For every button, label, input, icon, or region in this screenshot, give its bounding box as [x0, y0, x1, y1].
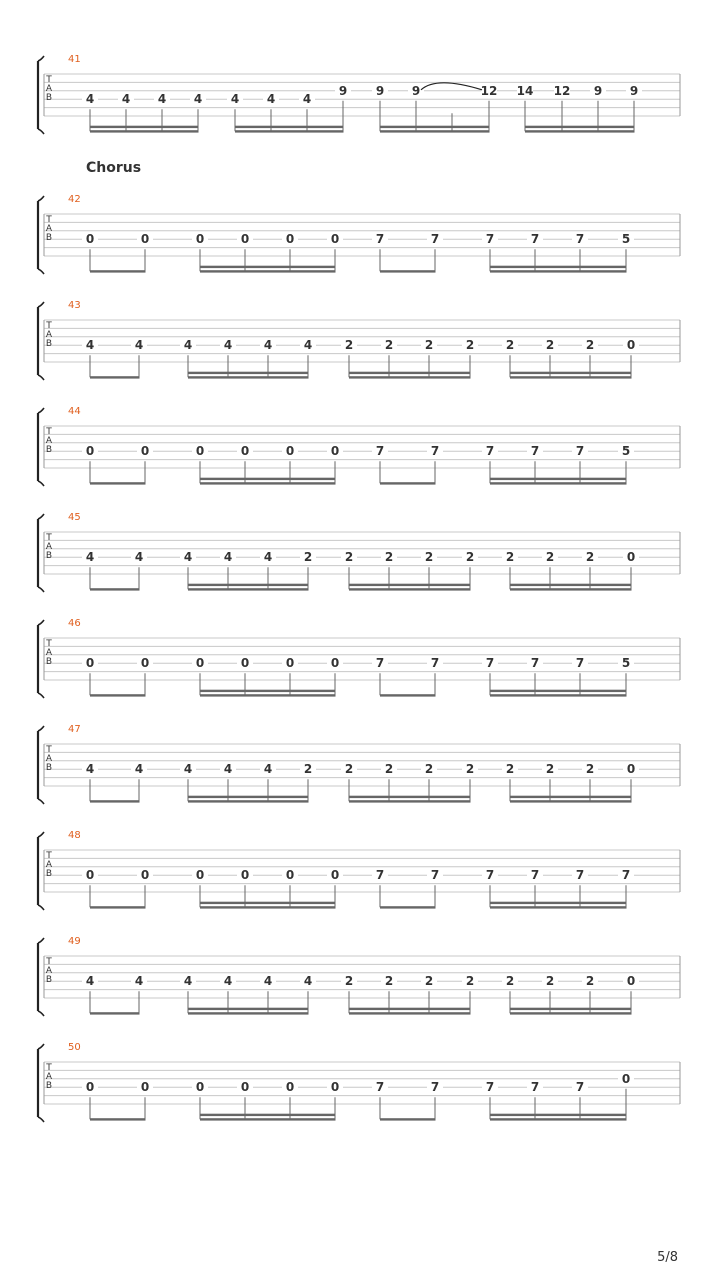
beam [90, 130, 199, 132]
beam [490, 270, 627, 272]
bracket-hook-bottom [38, 481, 44, 486]
fret-number: 2 [545, 338, 555, 353]
tab-clef-letter: A [45, 860, 53, 870]
tab-clef-letter: T [46, 533, 52, 543]
beam [90, 482, 146, 484]
beam-secondary [510, 1008, 632, 1010]
beam [380, 482, 436, 484]
bracket-hook-bottom [38, 129, 44, 134]
bracket-hook-bottom [38, 1011, 44, 1016]
fret-number: 4 [85, 338, 95, 353]
slur [421, 83, 482, 90]
tab-clef-letter: A [45, 966, 53, 976]
beam [525, 130, 635, 132]
fret-number: 0 [195, 868, 205, 883]
bracket-hook-bottom [38, 587, 44, 592]
tab-clef-letter: B [45, 233, 53, 243]
fret-number: 9 [338, 83, 348, 98]
fret-number: 0 [85, 444, 95, 459]
fret-number: 2 [303, 550, 313, 565]
tab-system [38, 194, 680, 274]
fret-number: 0 [330, 1080, 340, 1095]
beam [90, 376, 140, 378]
fret-number: 0 [140, 1080, 150, 1095]
beam [349, 588, 471, 590]
tab-system [38, 724, 680, 804]
beam [90, 1012, 140, 1014]
tab-clef-letter: B [45, 339, 53, 349]
fret-number: 4 [263, 338, 273, 353]
beam [510, 1012, 632, 1014]
fret-number: 9 [593, 83, 603, 98]
fret-number: 4 [263, 974, 273, 989]
fret-number: 7 [575, 444, 585, 459]
page-number: 5/8 [657, 1250, 678, 1265]
measure-number: 49 [68, 936, 81, 947]
beam-secondary [490, 266, 627, 268]
tab-clef-letter: T [46, 745, 52, 755]
fret-number: 4 [223, 550, 233, 565]
tab-clef-letter: B [45, 869, 53, 879]
beam [490, 694, 627, 696]
measure-number: 42 [68, 194, 81, 205]
fret-number: 0 [285, 444, 295, 459]
fret-number: 0 [140, 444, 150, 459]
fret-number: 12 [480, 83, 498, 98]
beam [510, 588, 632, 590]
tab-clef-letter: T [46, 1063, 52, 1073]
fret-number: 0 [626, 338, 636, 353]
fret-number: 2 [545, 762, 555, 777]
fret-number: 0 [626, 762, 636, 777]
beam [510, 800, 632, 802]
beam [200, 1118, 336, 1120]
beam-secondary [349, 372, 471, 374]
tab-clef-letter: B [45, 445, 53, 455]
fret-number: 7 [430, 232, 440, 247]
fret-number: 7 [530, 232, 540, 247]
beam [188, 800, 309, 802]
fret-number: 7 [485, 444, 495, 459]
fret-number: 2 [505, 338, 515, 353]
measure-number: 47 [68, 724, 81, 735]
fret-number: 0 [195, 232, 205, 247]
fret-number: 0 [195, 1080, 205, 1095]
bracket-hook-top [38, 726, 44, 731]
tab-clef-letter: A [45, 1072, 53, 1082]
tab-clef-letter: A [45, 542, 53, 552]
fret-number: 7 [575, 232, 585, 247]
fret-number: 2 [505, 762, 515, 777]
fret-number: 2 [585, 762, 595, 777]
bracket-hook-top [38, 620, 44, 625]
beam [490, 906, 627, 908]
beam-secondary [200, 266, 336, 268]
fret-number: 4 [266, 92, 276, 107]
tab-system [38, 618, 680, 698]
fret-number: 5 [621, 656, 631, 671]
beam [200, 906, 336, 908]
beam-secondary [200, 478, 336, 480]
fret-number: 7 [375, 444, 385, 459]
tab-system [38, 406, 680, 486]
fret-number: 9 [629, 83, 639, 98]
tab-clef-letter: A [45, 436, 53, 446]
fret-number: 0 [285, 232, 295, 247]
fret-number: 7 [430, 656, 440, 671]
fret-number: 2 [344, 550, 354, 565]
beam [490, 482, 627, 484]
fret-number: 0 [85, 656, 95, 671]
tab-clef-letter: T [46, 321, 52, 331]
fret-number: 2 [585, 338, 595, 353]
fret-number: 7 [530, 1080, 540, 1095]
beam [188, 1012, 309, 1014]
fret-number: 4 [183, 550, 193, 565]
fret-number: 0 [330, 444, 340, 459]
fret-number: 0 [85, 1080, 95, 1095]
beam-secondary [510, 584, 632, 586]
tab-clef-letter: A [45, 84, 53, 94]
fret-number: 4 [85, 762, 95, 777]
fret-number: 7 [430, 444, 440, 459]
fret-number: 7 [485, 232, 495, 247]
tab-clef-letter: B [45, 1081, 53, 1091]
beam-secondary [490, 902, 627, 904]
tab-system [38, 830, 680, 910]
tab-clef-letter: B [45, 657, 53, 667]
beam-secondary [188, 796, 309, 798]
fret-number: 2 [424, 338, 434, 353]
bracket-hook-top [38, 302, 44, 307]
measure-number: 45 [68, 512, 81, 523]
fret-number: 2 [344, 338, 354, 353]
fret-number: 14 [516, 83, 534, 98]
fret-number: 2 [505, 550, 515, 565]
beam [90, 1118, 146, 1120]
fret-number: 4 [85, 974, 95, 989]
fret-number: 4 [134, 338, 144, 353]
fret-number: 4 [183, 338, 193, 353]
tab-system [38, 1042, 680, 1122]
tab-system [38, 300, 680, 380]
fret-number: 2 [465, 762, 475, 777]
fret-number: 7 [375, 656, 385, 671]
fret-number: 0 [140, 232, 150, 247]
fret-number: 0 [240, 444, 250, 459]
fret-number: 2 [465, 338, 475, 353]
beam [349, 1012, 471, 1014]
fret-number: 7 [485, 656, 495, 671]
tab-clef-letter: T [46, 957, 52, 967]
fret-number: 0 [330, 232, 340, 247]
fret-number: 7 [575, 1080, 585, 1095]
fret-number: 0 [330, 656, 340, 671]
bracket-hook-top [38, 56, 44, 61]
beam [90, 694, 146, 696]
beam-secondary [490, 1114, 627, 1116]
fret-number: 4 [134, 550, 144, 565]
fret-number: 0 [330, 868, 340, 883]
fret-number: 0 [240, 868, 250, 883]
fret-number: 0 [140, 868, 150, 883]
fret-number: 2 [344, 762, 354, 777]
fret-number: 0 [195, 656, 205, 671]
measure-number: 46 [68, 618, 81, 629]
fret-number: 7 [530, 444, 540, 459]
fret-number: 4 [263, 550, 273, 565]
tab-clef-letter: B [45, 551, 53, 561]
beam-secondary [380, 126, 490, 128]
beam [90, 800, 140, 802]
fret-number: 2 [585, 550, 595, 565]
tab-clef-letter: A [45, 754, 53, 764]
beam [200, 482, 336, 484]
fret-number: 4 [85, 92, 95, 107]
fret-number: 2 [545, 974, 555, 989]
fret-number: 2 [384, 974, 394, 989]
tab-clef-letter: T [46, 851, 52, 861]
beam [349, 376, 471, 378]
beam-secondary [510, 372, 632, 374]
beam-secondary [490, 478, 627, 480]
measure-number: 43 [68, 300, 81, 311]
beam-secondary [200, 1114, 336, 1116]
fret-number: 4 [157, 92, 167, 107]
measure-number: 50 [68, 1042, 81, 1053]
tab-clef-letter: T [46, 639, 52, 649]
fret-number: 12 [553, 83, 571, 98]
beam-secondary [349, 584, 471, 586]
fret-number: 9 [375, 83, 385, 98]
bracket-hook-top [38, 408, 44, 413]
beam-secondary [200, 690, 336, 692]
fret-number: 9 [411, 83, 421, 98]
fret-number: 0 [285, 868, 295, 883]
fret-number: 2 [424, 550, 434, 565]
fret-number: 2 [424, 762, 434, 777]
fret-number: 0 [285, 1080, 295, 1095]
beam [510, 376, 632, 378]
fret-number: 4 [193, 92, 203, 107]
measure-number: 41 [68, 54, 81, 65]
fret-number: 0 [621, 1071, 631, 1086]
tab-clef-letter: A [45, 224, 53, 234]
fret-number: 0 [626, 974, 636, 989]
fret-number: 7 [375, 868, 385, 883]
tab-clef-letter: A [45, 330, 53, 340]
fret-number: 0 [240, 656, 250, 671]
fret-number: 2 [384, 762, 394, 777]
beam [90, 270, 146, 272]
fret-number: 7 [430, 868, 440, 883]
fret-number: 7 [375, 1080, 385, 1095]
fret-number: 2 [424, 974, 434, 989]
tab-clef-letter: T [46, 215, 52, 225]
fret-number: 4 [263, 762, 273, 777]
bracket-hook-bottom [38, 375, 44, 380]
bracket-hook-top [38, 1044, 44, 1049]
beam [380, 130, 490, 132]
fret-number: 7 [485, 1080, 495, 1095]
beam-secondary [525, 126, 635, 128]
fret-number: 7 [530, 868, 540, 883]
tab-system [38, 512, 680, 592]
beam [188, 588, 309, 590]
fret-number: 2 [585, 974, 595, 989]
fret-number: 2 [384, 338, 394, 353]
bracket-hook-bottom [38, 693, 44, 698]
fret-number: 2 [465, 550, 475, 565]
tab-system [38, 936, 680, 1016]
fret-number: 4 [121, 92, 131, 107]
fret-number: 7 [485, 868, 495, 883]
fret-number: 5 [621, 444, 631, 459]
beam [380, 1118, 436, 1120]
section-label-chorus: Chorus [86, 160, 142, 176]
measure-number: 44 [68, 406, 81, 417]
fret-number: 4 [223, 974, 233, 989]
fret-number: 7 [375, 232, 385, 247]
tab-clef-letter: T [46, 75, 52, 85]
beam [90, 906, 146, 908]
fret-number: 0 [285, 656, 295, 671]
fret-number: 0 [626, 550, 636, 565]
fret-number: 4 [134, 974, 144, 989]
fret-number: 4 [230, 92, 240, 107]
beam [380, 694, 436, 696]
beam [349, 800, 471, 802]
fret-number: 4 [183, 762, 193, 777]
bracket-hook-top [38, 938, 44, 943]
beam [380, 270, 436, 272]
tab-clef-letter: A [45, 648, 53, 658]
bracket-hook-bottom [38, 799, 44, 804]
beam-secondary [188, 372, 309, 374]
beam-secondary [188, 1008, 309, 1010]
beam-secondary [235, 126, 344, 128]
bracket-hook-top [38, 832, 44, 837]
fret-number: 0 [240, 232, 250, 247]
fret-number: 4 [303, 338, 313, 353]
fret-number: 0 [85, 868, 95, 883]
beam-secondary [90, 126, 199, 128]
fret-number: 7 [575, 868, 585, 883]
beam [380, 906, 436, 908]
beam-secondary [510, 796, 632, 798]
fret-number: 5 [621, 232, 631, 247]
fret-number: 4 [85, 550, 95, 565]
fret-number: 4 [302, 92, 312, 107]
fret-number: 7 [430, 1080, 440, 1095]
fret-number: 2 [384, 550, 394, 565]
fret-number: 7 [530, 656, 540, 671]
fret-number: 4 [223, 762, 233, 777]
fret-number: 7 [575, 656, 585, 671]
bracket-hook-bottom [38, 905, 44, 910]
fret-number: 2 [505, 974, 515, 989]
beam-secondary [490, 690, 627, 692]
beam [188, 376, 309, 378]
tab-system [38, 54, 680, 134]
bracket-hook-top [38, 196, 44, 201]
beam-secondary [200, 902, 336, 904]
bracket-hook-bottom [38, 269, 44, 274]
bracket-hook-top [38, 514, 44, 519]
fret-number: 4 [134, 762, 144, 777]
fret-number: 0 [85, 232, 95, 247]
beam [235, 130, 344, 132]
tab-clef-letter: B [45, 975, 53, 985]
fret-number: 0 [240, 1080, 250, 1095]
measure-number: 48 [68, 830, 81, 841]
fret-number: 4 [303, 974, 313, 989]
beam [90, 588, 140, 590]
beam [200, 694, 336, 696]
beam [490, 1118, 627, 1120]
fret-number: 2 [545, 550, 555, 565]
tab-clef-letter: B [45, 93, 53, 103]
tab-clef-letter: T [46, 427, 52, 437]
fret-number: 7 [621, 868, 631, 883]
fret-number: 2 [465, 974, 475, 989]
bracket-hook-bottom [38, 1117, 44, 1122]
beam-secondary [349, 1008, 471, 1010]
fret-number: 2 [344, 974, 354, 989]
beam-secondary [349, 796, 471, 798]
fret-number: 0 [140, 656, 150, 671]
fret-number: 4 [223, 338, 233, 353]
fret-number: 2 [303, 762, 313, 777]
fret-number: 0 [195, 444, 205, 459]
tab-clef-letter: B [45, 763, 53, 773]
fret-number: 4 [183, 974, 193, 989]
beam [200, 270, 336, 272]
beam-secondary [188, 584, 309, 586]
